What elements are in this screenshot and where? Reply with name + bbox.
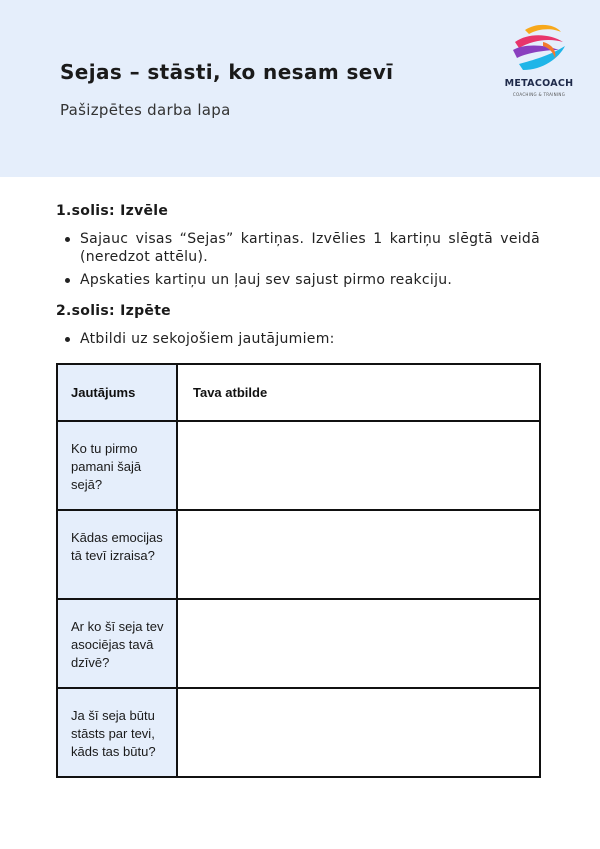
metacoach-logo — [503, 20, 575, 100]
table-row — [57, 421, 540, 510]
question-cell: Kādas emocijas tā tevī izraisa? — [57, 510, 177, 599]
table-header-row — [57, 364, 540, 421]
answer-cell[interactable] — [177, 599, 540, 688]
table-row — [57, 599, 540, 688]
logo-name: METACOACH — [504, 78, 574, 89]
logo-swoosh-icon — [503, 20, 575, 78]
step1-title: 1.solis: Izvēle — [56, 203, 169, 219]
question-answer-table — [56, 363, 541, 778]
column-header-question: Jautājums — [57, 364, 177, 421]
logo-tagline: COACHING & TRAINING — [512, 92, 566, 97]
list-item: Apskaties kartiņu un ļauj sev sajust pirmo reakciju. — [60, 271, 540, 289]
page-subtitle: Pašizpētes darba lapa — [60, 101, 231, 119]
question-cell: Ja šī seja būtu stāsts par tevi, kāds tas būtu? — [57, 688, 177, 777]
answer-cell[interactable] — [177, 421, 540, 510]
step1-bullet-list — [60, 230, 540, 294]
page-title: Sejas – stāsti, ko nesam sevī — [60, 60, 394, 84]
header-banner — [0, 0, 600, 177]
column-header-answer: Tava atbilde — [177, 364, 540, 421]
answer-cell[interactable] — [177, 510, 540, 599]
table-row — [57, 688, 540, 777]
step2-title: 2.solis: Izpēte — [56, 303, 171, 319]
question-cell: Ar ko šī seja tev asociējas tavā dzīvē? — [57, 599, 177, 688]
answer-cell[interactable] — [177, 688, 540, 777]
table-row — [57, 510, 540, 599]
question-cell: Ko tu pirmo pamani šajā sejā? — [57, 421, 177, 510]
list-item: Sajauc visas “Sejas” kartiņas. Izvēlies 1 kartiņu slēgtā veidā (neredzot attēlu). — [60, 230, 540, 266]
step2-bullet-list — [60, 330, 540, 353]
list-item: Atbildi uz sekojošiem jautājumiem: — [60, 330, 540, 348]
